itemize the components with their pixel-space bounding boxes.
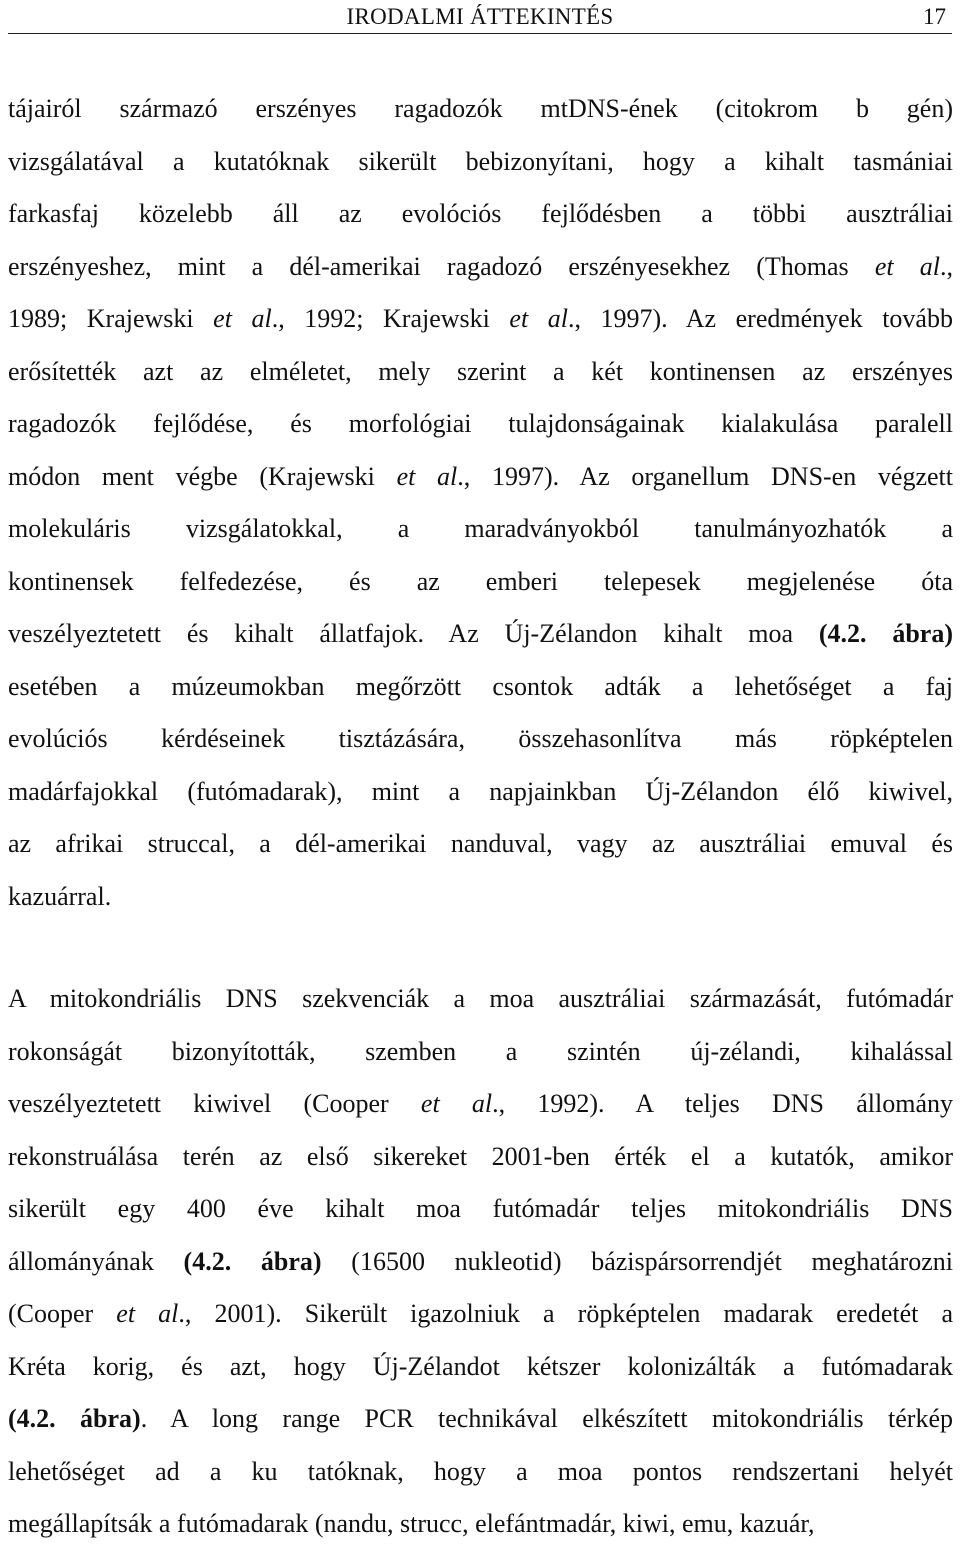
text-line (8, 293, 953, 346)
text-line (8, 1236, 953, 1289)
text-line (8, 136, 953, 189)
text-segment: módon ment végbe (Krajewski (8, 461, 397, 491)
text-segment: erszényeshez, mint a dél-amerikai ragadozó erszényesekhez (Thomas (8, 251, 875, 281)
italic-text: et al (874, 251, 940, 281)
text-segment: ., 2001). Sikerült igazolniuk a röpképtelen madarak eredetét a (178, 1299, 953, 1328)
text-line (8, 1446, 953, 1499)
text-line (8, 661, 953, 714)
text-line (8, 713, 953, 766)
text-segment: ., 1992; Krajewski (271, 304, 510, 333)
text-segment: kazuárral. (8, 881, 112, 911)
text-line (8, 556, 953, 609)
figure-reference: (4.2. ábra) (183, 1246, 322, 1276)
text-segment: molekuláris vizsgálatokkal, a maradványokból tanulmányozhatók a (8, 514, 953, 543)
text-segment: farkasfaj közelebb áll az evolóciós fejlődésben a többi ausztráliai (8, 199, 953, 228)
running-header (8, 0, 952, 34)
text-segment: rekonstruálása terén az első sikereket 2001-ben érték el a kutatók, amikor (8, 1141, 953, 1171)
page-number: 17 (923, 4, 946, 29)
text-segment: (16500 nukleotid) bázispársorrendjét meghatározni (321, 1246, 953, 1276)
chapter-title: IRODALMI ÁTTEKINTÉS (346, 4, 614, 29)
text-segment: madárfajokkal (futómadarak), mint a napjainkban Új-Zélandon élő kiwivel, (8, 776, 953, 806)
text-line (8, 766, 953, 819)
italic-text: et al (420, 1089, 493, 1118)
text-line (8, 818, 953, 871)
text-line (8, 346, 953, 399)
text-line (8, 1183, 953, 1236)
text-segment: . A long range PCR technikával elkészített mitokondriális térkép (140, 1404, 953, 1433)
text-segment: erősítették azt az elméletet, mely szerint a két kontinensen az erszényes (8, 356, 953, 386)
text-line (8, 241, 953, 294)
text-line (8, 608, 953, 661)
text-line (8, 83, 953, 136)
italic-text: et al (396, 461, 458, 491)
text-segment: veszélyeztetett kiwivel (Cooper (8, 1089, 421, 1118)
text-line (8, 503, 953, 556)
text-segment: kontinensek felfedezése, és az emberi telepesek megjelenése óta (8, 566, 953, 596)
text-segment: lehetőséget ad a ku tatóknak, hogy a moa pontos rendszertani helyét (8, 1456, 953, 1486)
text-line (8, 1393, 953, 1446)
figure-reference: (4.2. ábra) (818, 619, 953, 648)
text-line (8, 1131, 953, 1184)
text-segment: ., 1997). Az organellum DNS-en végzett (457, 461, 953, 491)
text-segment: állományának (8, 1246, 184, 1276)
text-segment: ., (940, 251, 953, 281)
text-segment: esetében a múzeumokban megőrzött csontok adták a lehetőséget a faj (8, 671, 953, 701)
text-segment: Kréta korig, és azt, hogy Új-Zélandot kétszer kolonizálták a futómadarak (8, 1351, 953, 1381)
text-line (8, 1026, 953, 1079)
text-segment: ., 1997). Az eredmények tovább (567, 304, 953, 333)
text-line (8, 973, 953, 1026)
figure-reference: (4.2. ábra) (8, 1404, 141, 1433)
text-line (8, 871, 953, 924)
text-line (8, 1498, 953, 1551)
text-segment: az afrikai struccal, a dél-amerikai nanduval, vagy az ausztráliai emuval és (8, 829, 953, 858)
text-segment: A mitokondriális DNS szekvenciák a moa ausztráliai származását, futómadár (8, 984, 953, 1013)
text-line (8, 1341, 953, 1394)
text-segment: (Cooper (8, 1299, 117, 1328)
italic-text: et al (116, 1299, 179, 1328)
text-line (8, 188, 953, 241)
text-segment: tájairól származó erszényes ragadozók mtDNS-ének (citokrom b gén) (8, 94, 953, 123)
paragraph-1 (8, 83, 953, 923)
text-line (8, 1078, 953, 1131)
italic-text: et al (213, 304, 272, 333)
text-segment: 1989; Krajewski (8, 304, 214, 333)
italic-text: et al (509, 304, 568, 333)
text-segment: sikerült egy 400 éve kihalt moa futómadár teljes mitokondriális DNS (8, 1194, 953, 1223)
text-segment: evolúciós kérdéseinek tisztázására, összehasonlítva más röpképtelen (8, 724, 953, 753)
text-line (8, 1288, 953, 1341)
text-segment: ragadozók fejlődése, és morfológiai tulajdonságainak kialakulása paralell (8, 409, 953, 438)
text-segment: vizsgálatával a kutatóknak sikerült bebizonyítani, hogy a kihalt tasmániai (8, 146, 953, 176)
text-segment: megállapítsák a futómadarak (nandu, strucc, elefántmadár, kiwi, emu, kazuár, (8, 1509, 815, 1538)
text-line (8, 398, 953, 451)
text-segment: ., 1992). A teljes DNS állomány (492, 1089, 954, 1118)
text-segment: veszélyeztetett és kihalt állatfajok. Az Új-Zélandon kihalt moa (8, 619, 819, 648)
text-line (8, 451, 953, 504)
text-segment: rokonságát bizonyították, szemben a szintén új-zélandi, kihalással (8, 1036, 953, 1066)
paragraph-2 (8, 973, 953, 1551)
